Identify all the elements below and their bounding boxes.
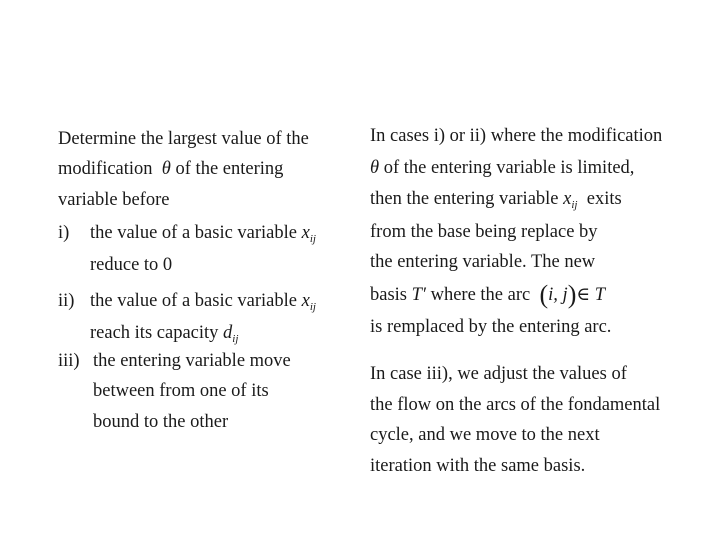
- item-ii-line-2: reach its capacity $d_{ij}$: [90, 323, 239, 345]
- right-p2-line-1: In case iii), we adjust the values of: [370, 364, 627, 384]
- right-p1-line-2: θ of the entering variable is limited,: [370, 158, 635, 178]
- item-iii-line-2: between from one of its: [93, 381, 269, 401]
- left-intro-line-1: Determine the largest value of the: [58, 129, 309, 149]
- element-of-symbol: ∈: [576, 285, 591, 305]
- theta-symbol: θ: [161, 159, 171, 179]
- item-iii-line-3: bound to the other: [93, 412, 229, 432]
- left-intro-line-3: variable before: [58, 190, 170, 210]
- item-ii-number: ii): [58, 291, 75, 311]
- left-intro-line-2: modification θ of the entering: [58, 159, 284, 179]
- item-i-number: i): [58, 223, 70, 243]
- right-p2-line-4: iteration with the same basis.: [370, 456, 586, 476]
- right-p1-line-4: from the base being replace by: [370, 222, 598, 242]
- right-p1-line-3: then the entering variable $x_{ij}$ exits: [370, 189, 622, 211]
- set-symbol: T: [594, 285, 605, 305]
- right-p1-line-5: the entering variable. The new: [370, 252, 596, 272]
- right-p2-line-2: the flow on the arcs of the fondamental: [370, 395, 661, 415]
- right-p1-line-6: basis T′ where the arc (i, j)∈ T: [370, 280, 605, 309]
- arc-indices: i, j: [548, 285, 568, 305]
- item-iii-number: iii): [58, 351, 80, 371]
- right-p1-line-1: In cases i) or ii) where the modification: [370, 126, 663, 146]
- item-ii-line-1: the value of a basic variable $x_{ij}$: [90, 291, 316, 313]
- item-i-line-2: reduce to 0: [90, 255, 173, 275]
- basis-symbol: T′: [411, 285, 426, 305]
- item-i-line-1: the value of a basic variable $x_{ij}$: [90, 223, 316, 245]
- item-iii-line-1: the entering variable move: [93, 351, 291, 371]
- right-p2-line-3: cycle, and we move to the next: [370, 425, 600, 445]
- theta-symbol: θ: [370, 158, 380, 178]
- right-p1-line-7: is remplaced by the entering arc.: [370, 317, 612, 337]
